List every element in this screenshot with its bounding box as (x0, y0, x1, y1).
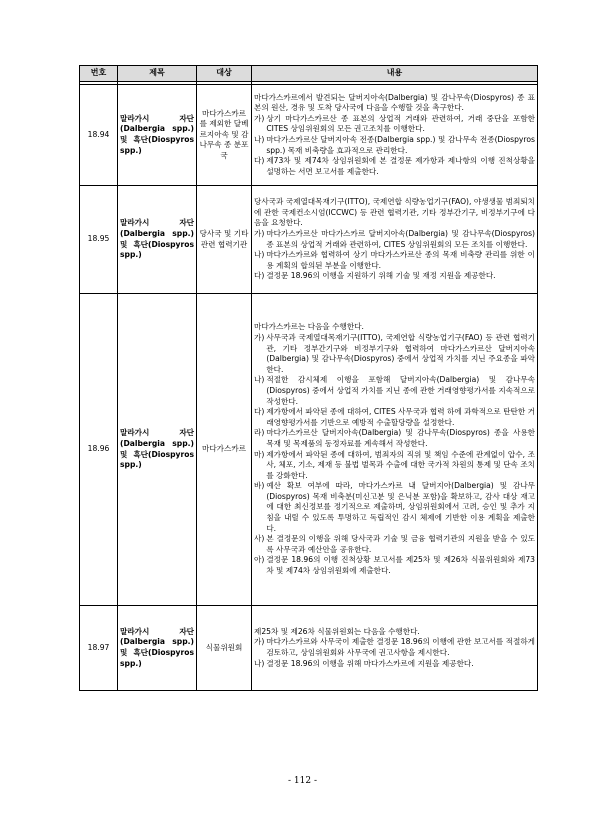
item-marker: 다) (254, 407, 265, 417)
table-row (80, 186, 538, 294)
item-text: 결정문 18.96의 이행을 위해 마다가스카르에 지원을 제공한다. (266, 658, 474, 668)
decision-target: 식물위원회 (197, 606, 252, 691)
item-marker: 나) (254, 658, 265, 668)
content-intro: 마다가스카르는 다음을 수행한다. (254, 322, 364, 332)
item-marker: 나) (254, 135, 265, 144)
item-marker: 아) (254, 555, 265, 565)
content-intro: 제25차 및 제26차 식물위원회는 다음을 수행한다. (254, 626, 420, 636)
item-marker: 나) (254, 375, 265, 385)
item-text: 사무국과 국제열대목재기구(ITTO), 국제연합 식량농업기구(FAO) 등 관련 협력기관, 기타 정부간기구와 비정부기구와 협력하여 마다가스카르산 달버지아속(Dalbergia) 및 감나무속(Diospyros) 중에서 상업적 가치를 지닌 주요종을 파악한다. (266, 332, 535, 374)
content-item (254, 555, 535, 576)
decisions-table (79, 65, 538, 691)
content-item (254, 481, 535, 534)
item-text: 예산 확보 여부에 따라, 마다가스카르 내 달버지아(Dalbergia) 및 감나무(Diospyros) 목재 비축분(미신고분 및 은닉분 포함)을 확보하고, 감사 대상 재고에 대한 최신정보를 정기적으로 제출하며, 상임위원회에서 고려, 승인 및 추가 지침을 내릴 수 있도록 투명하고 독립적인 감시 체제에 기반한 이용 계획을 제출한다. (266, 481, 535, 533)
decision-target: 당사국 및 기타 관련 협력기관 (197, 186, 252, 294)
item-text: 제73차 및 제74차 상임위원회에 본 결정문 제가항과 제나항의 이행 진척상황을 설명하는 서면 보고서를 제출한다. (266, 156, 535, 176)
content-item (254, 333, 535, 375)
item-text: 마다가스카르산 달버지아속(Dalbergia) 및 감나무속(Diospyros) 종을 사용한 목재 및 목제품의 동정자료를 계속해서 작성한다. (266, 428, 535, 448)
content-item (254, 114, 535, 135)
page-number: - 112 - (288, 776, 317, 786)
table-row (80, 85, 538, 186)
item-text: 제가항에서 파악된 종에 대하여, CITES 사무국과 협력 하에 과학적으로 탄탄한 거래영향평가서를 기반으로 예방적 수출할당량을 설정한다. (266, 407, 535, 427)
decision-content (252, 606, 538, 691)
item-text: 본 결정문의 이행을 위해 당사국과 기술 및 금융 협력기관의 지원을 받을 수 있도록 사무국과 예산안을 공유한다. (266, 534, 535, 554)
content-item (254, 156, 535, 177)
decision-number: 18.95 (80, 186, 118, 294)
item-marker: 다) (254, 156, 265, 166)
item-text: 적절한 감시체제 이행을 포함해 달버지아속(Dalbergia) 및 감나무속(Diospyros) 중에서 상업적 가치를 지닌 종에 관한 거래영향평가서를 지속적으로 작성한다. (266, 375, 535, 406)
header-num: 번호 (80, 66, 118, 82)
item-text: 마다가스카르산 마다가스카르 달버지아속(Dalbergia) 및 감나무속(Diospyros) 종 표본의 상업적 거래와 관련하여, CITES 상임위원회의 모든 조치를 이행한다. (266, 228, 535, 249)
item-marker: 다) (254, 271, 265, 281)
decision-title: 말라가시 자단(Dalbergia spp.) 및 흑단(Diospyros spp.) (118, 85, 197, 186)
content-item (254, 637, 535, 658)
item-marker: 나) (254, 250, 265, 260)
item-text: 마다가스카르와 협력하여 상기 마다가스카르산 종의 목재 비축량 관리를 위한 이용 계획의 합의된 부분을 이행한다. (266, 250, 535, 270)
item-marker: 가) (254, 332, 265, 342)
decision-content (252, 186, 538, 294)
item-text: 마다가스카르와 사무국이 제출한 결정문 18.96의 이행에 관한 보고서를 적절하게 검토하고, 상임위원회와 사무국에 권고사항을 제시한다. (266, 637, 535, 657)
decision-content (252, 294, 538, 606)
content-item (254, 229, 535, 250)
decision-number: 18.97 (80, 606, 118, 691)
item-text: 상기 마다가스카르산 종 표본의 상업적 거래와 관련하여, 거래 중단을 포함한 CITES 상임위원회의 모든 권고조치를 이행한다. (266, 113, 535, 134)
content-intro: 마다가스카르에서 발견되는 달버지아속(Dalbergia) 및 감나무속(Diospyros) 종 표본의 원산, 경유 및 도착 당사국에 다음을 수행할 것을 촉구한다. (254, 92, 535, 113)
content-item (254, 659, 535, 670)
content-item (254, 534, 535, 555)
content-item (254, 271, 535, 282)
decision-content (252, 85, 538, 186)
header-target: 대상 (197, 66, 252, 82)
item-marker: 가) (254, 637, 265, 647)
decision-number: 18.96 (80, 294, 118, 606)
content-intro: 당사국과 국제열대목재기구(ITTO), 국제연합 식량농업기구(FAO), 야생생물 범죄퇴치에 관한 국제컨소시엄(ICCWC) 등 관련 협력기관, 기타 정부간기구, 비정부기구에 다음을 요청한다. (254, 197, 535, 228)
item-marker: 가) (254, 228, 265, 238)
header-title: 제목 (118, 66, 197, 82)
header-content: 내용 (252, 66, 538, 82)
content-item (254, 375, 535, 407)
content-item (254, 135, 535, 156)
content-item (254, 450, 535, 482)
item-marker: 가) (254, 113, 265, 123)
item-marker: 라) (254, 428, 265, 438)
decision-title: 말라가시 자단(Dalbergia spp.) 및 흑단(Diospyros spp.) (118, 606, 197, 691)
item-marker: 바) (254, 481, 265, 491)
decision-target: 마다가스카르 (197, 294, 252, 606)
content-item (254, 407, 535, 428)
item-text: 제가항에서 파악된 종에 대하여, 범죄자의 직위 및 책임 수준에 관계없이 압수, 조사, 체포, 기소, 제재 등 불법 벌목과 수출에 대한 국가적 차원의 통제 및 단속 조치를 강화한다. (266, 449, 535, 480)
item-text: 결정문 18.96의 이행을 지원하기 위해 기술 및 재정 지원을 제공한다. (266, 271, 496, 281)
item-text: 마다가스카르산 달버지아속 전종(Dalbergia spp.) 및 감나무속 전종(Diospyros spp.) 목재 비축량을 효과적으로 관리한다. (266, 135, 535, 155)
decision-target: 마다가스카르를 제외한 달베르지아속 및 감나무속 종 분포국 (197, 85, 252, 186)
item-marker: 사) (254, 534, 265, 544)
table-header-row (80, 66, 538, 82)
decision-number: 18.94 (80, 85, 118, 186)
item-marker: 마) (254, 449, 265, 459)
decision-title: 말라가시 자단(Dalbergia spp.) 및 흑단(Diospyros spp.) (118, 294, 197, 606)
content-item (254, 250, 535, 271)
item-text: 결정문 18.96의 이행 진척상황 보고서를 제25차 및 제26차 식물위원회와 제73차 및 제74차 상임위원회에 제출한다. (266, 555, 535, 576)
decision-title: 말라가시 자단(Dalbergia spp.) 및 흑단(Diospyros spp.) (118, 186, 197, 294)
content-item (254, 428, 535, 449)
table-row (80, 606, 538, 691)
table-row (80, 294, 538, 606)
